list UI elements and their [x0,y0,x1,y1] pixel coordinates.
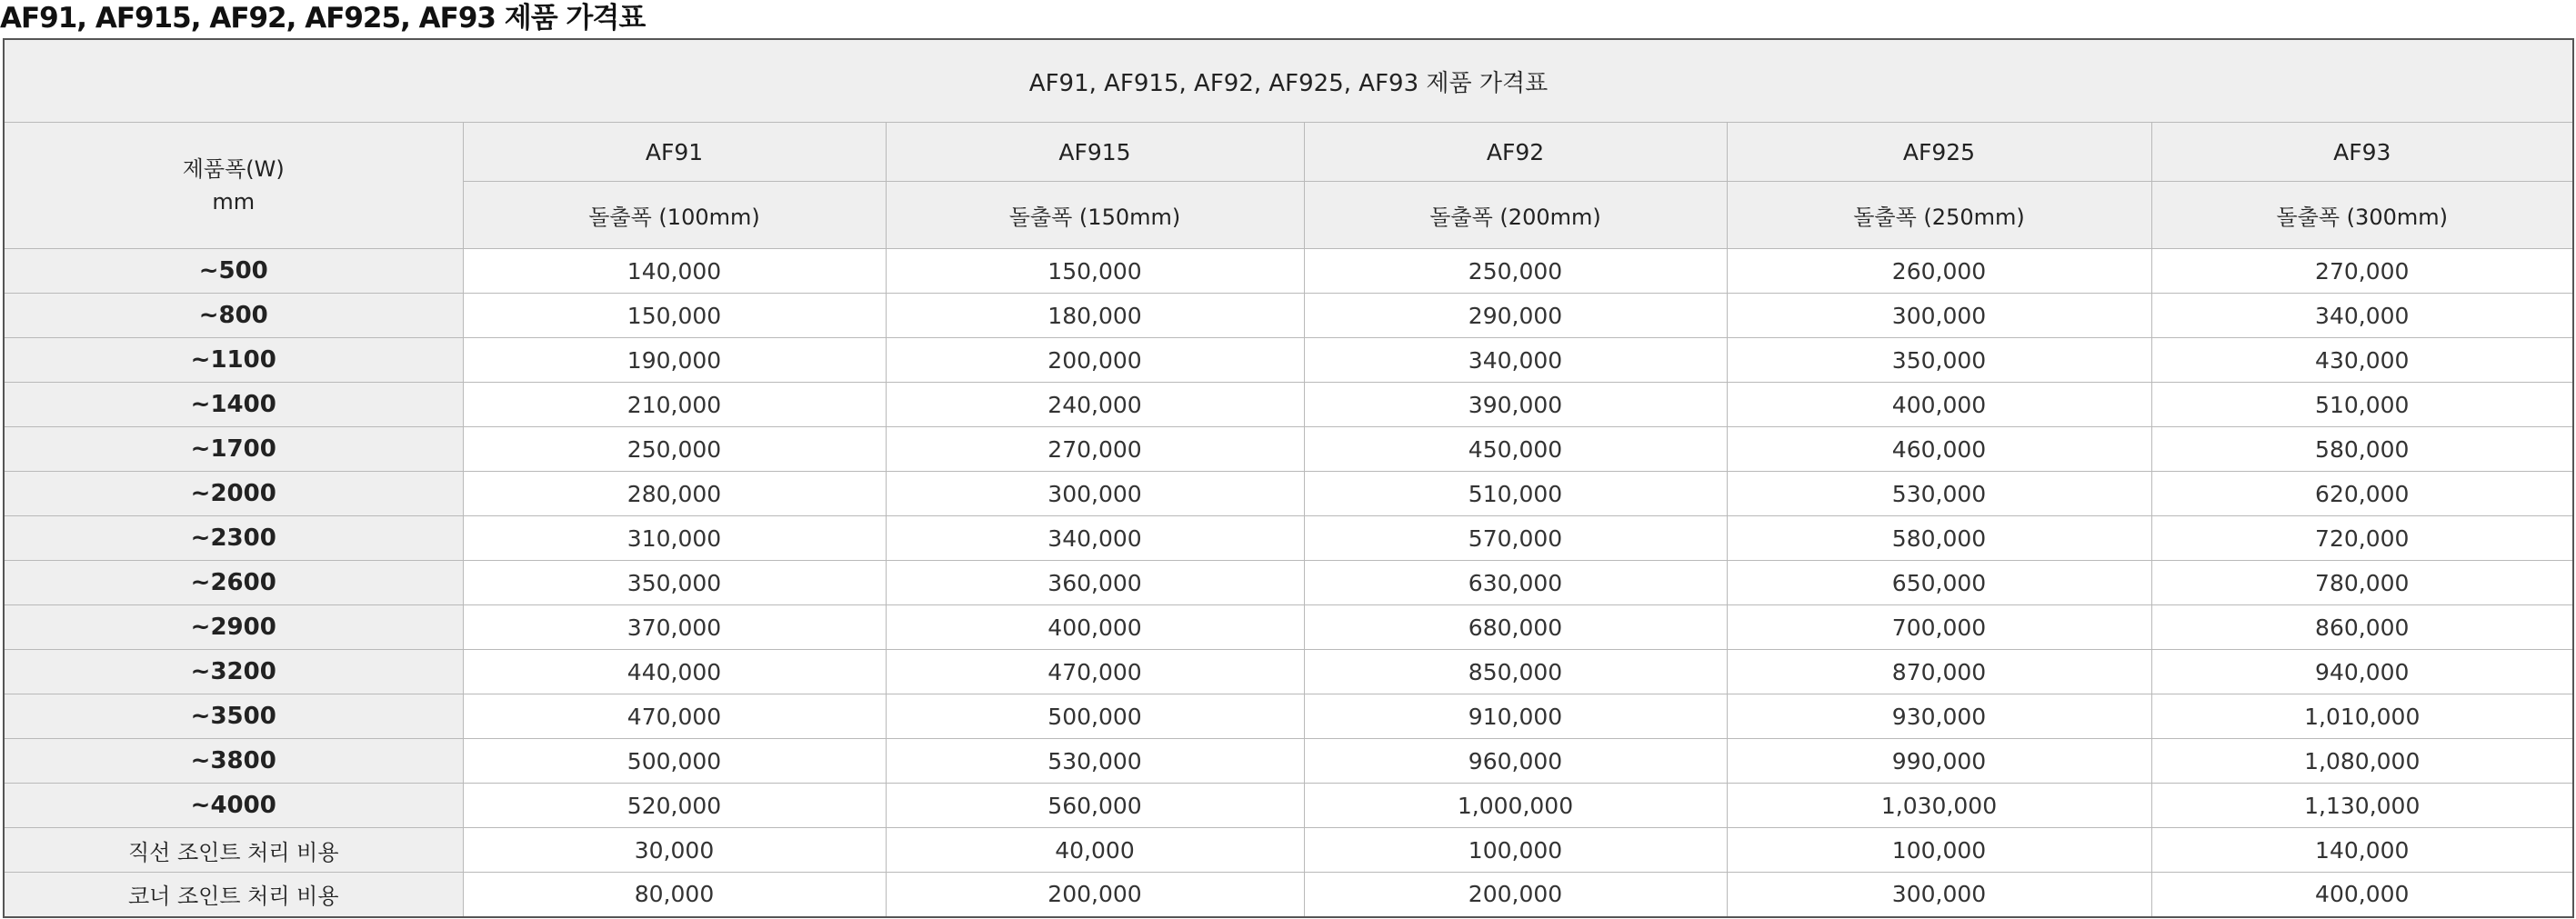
table-row-corner-joint [4,873,2573,917]
table-row-straight-joint [4,828,2573,873]
width-header-label: 제품폭(W) [182,156,285,182]
table-row [4,516,2573,561]
price-cell: 990,000 [1727,739,2151,784]
price-cell: 620,000 [2151,472,2573,516]
price-cell: 910,000 [1304,694,1727,739]
price-cell: 340,000 [1304,338,1727,383]
price-cell: 100,000 [1304,828,1727,873]
row-label: ~1700 [4,427,463,472]
price-cell: 720,000 [2151,516,2573,561]
price-cell: 530,000 [886,739,1304,784]
table-row [4,294,2573,338]
table-row [4,383,2573,427]
price-cell: 580,000 [1727,516,2151,561]
width-header-unit: mm [212,189,256,215]
price-cell: 500,000 [463,739,886,784]
price-cell: 1,010,000 [2151,694,2573,739]
price-cell: 270,000 [2151,249,2573,294]
price-table [3,38,2574,918]
price-cell: 100,000 [1727,828,2151,873]
price-cell: 370,000 [463,605,886,650]
row-label: ~2900 [4,605,463,650]
price-cell: 280,000 [463,472,886,516]
price-cell: 240,000 [886,383,1304,427]
price-cell: 680,000 [1304,605,1727,650]
price-cell: 140,000 [463,249,886,294]
price-cell: 250,000 [1304,249,1727,294]
price-cell: 580,000 [2151,427,2573,472]
row-label: ~3500 [4,694,463,739]
row-label: ~500 [4,249,463,294]
price-cell: 460,000 [1727,427,2151,472]
row-label: ~2000 [4,472,463,516]
price-cell: 360,000 [886,561,1304,605]
row-label: ~2600 [4,561,463,605]
price-cell: 430,000 [2151,338,2573,383]
price-cell: 850,000 [1304,650,1727,694]
projection-header-af915: 돌출폭 (150mm) [886,182,1304,249]
table-row [4,650,2573,694]
price-cell: 700,000 [1727,605,2151,650]
price-cell: 470,000 [463,694,886,739]
price-cell: 570,000 [1304,516,1727,561]
price-cell: 1,000,000 [1304,784,1727,828]
table-row [4,472,2573,516]
model-header-af91: AF91 [463,123,886,182]
price-cell: 510,000 [1304,472,1727,516]
table-row [4,561,2573,605]
price-cell: 190,000 [463,338,886,383]
table-row [4,694,2573,739]
price-cell: 400,000 [2151,873,2573,917]
price-cell: 510,000 [2151,383,2573,427]
model-header-af92: AF92 [1304,123,1727,182]
price-cell: 250,000 [463,427,886,472]
price-cell: 520,000 [463,784,886,828]
row-label: ~1100 [4,338,463,383]
price-cell: 260,000 [1727,249,2151,294]
table-row [4,338,2573,383]
price-cell: 930,000 [1727,694,2151,739]
price-cell: 310,000 [463,516,886,561]
projection-header-af91: 돌출폭 (100mm) [463,182,886,249]
price-cell: 300,000 [1727,294,2151,338]
price-cell: 630,000 [1304,561,1727,605]
price-cell: 960,000 [1304,739,1727,784]
price-cell: 350,000 [1727,338,2151,383]
row-label-straight-joint-cost: 직선 조인트 처리 비용 [4,828,463,873]
price-cell: 350,000 [463,561,886,605]
price-cell: 150,000 [886,249,1304,294]
table-row [4,784,2573,828]
price-cell: 300,000 [886,472,1304,516]
table-row [4,427,2573,472]
price-cell: 150,000 [463,294,886,338]
price-cell: 30,000 [463,828,886,873]
price-cell: 450,000 [1304,427,1727,472]
price-cell: 780,000 [2151,561,2573,605]
row-label: ~1400 [4,383,463,427]
model-header-af925: AF925 [1727,123,2151,182]
price-cell: 470,000 [886,650,1304,694]
price-cell: 1,080,000 [2151,739,2573,784]
model-header-af915: AF915 [886,123,1304,182]
width-header [4,123,463,249]
price-cell: 270,000 [886,427,1304,472]
table-row [4,739,2573,784]
row-label: ~800 [4,294,463,338]
price-cell: 650,000 [1727,561,2151,605]
table-row [4,605,2573,650]
price-cell: 140,000 [2151,828,2573,873]
row-label-corner-joint-cost: 코너 조인트 처리 비용 [4,873,463,917]
price-cell: 340,000 [886,516,1304,561]
projection-header-af925: 돌출폭 (250mm) [1727,182,2151,249]
price-cell: 500,000 [886,694,1304,739]
table-row [4,249,2573,294]
price-cell: 940,000 [2151,650,2573,694]
price-cell: 400,000 [886,605,1304,650]
price-cell: 1,030,000 [1727,784,2151,828]
price-cell: 400,000 [1727,383,2151,427]
price-cell: 530,000 [1727,472,2151,516]
table-caption: AF91, AF915, AF92, AF925, AF93 제품 가격표 [4,39,2573,123]
price-cell: 1,130,000 [2151,784,2573,828]
row-label: ~3200 [4,650,463,694]
price-cell: 210,000 [463,383,886,427]
price-cell: 80,000 [463,873,886,917]
row-label: ~2300 [4,516,463,561]
price-cell: 390,000 [1304,383,1727,427]
price-cell: 200,000 [1304,873,1727,917]
price-cell: 560,000 [886,784,1304,828]
price-cell: 300,000 [1727,873,2151,917]
price-cell: 340,000 [2151,294,2573,338]
price-cell: 290,000 [1304,294,1727,338]
price-cell: 870,000 [1727,650,2151,694]
row-label: ~4000 [4,784,463,828]
price-cell: 200,000 [886,338,1304,383]
price-cell: 200,000 [886,873,1304,917]
page-title: AF91, AF915, AF92, AF925, AF93 제품 가격표 [0,2,646,35]
price-cell: 440,000 [463,650,886,694]
projection-header-af92: 돌출폭 (200mm) [1304,182,1727,249]
projection-header-af93: 돌출폭 (300mm) [2151,182,2573,249]
price-cell: 860,000 [2151,605,2573,650]
price-cell: 180,000 [886,294,1304,338]
price-cell: 40,000 [886,828,1304,873]
row-label: ~3800 [4,739,463,784]
model-header-af93: AF93 [2151,123,2573,182]
